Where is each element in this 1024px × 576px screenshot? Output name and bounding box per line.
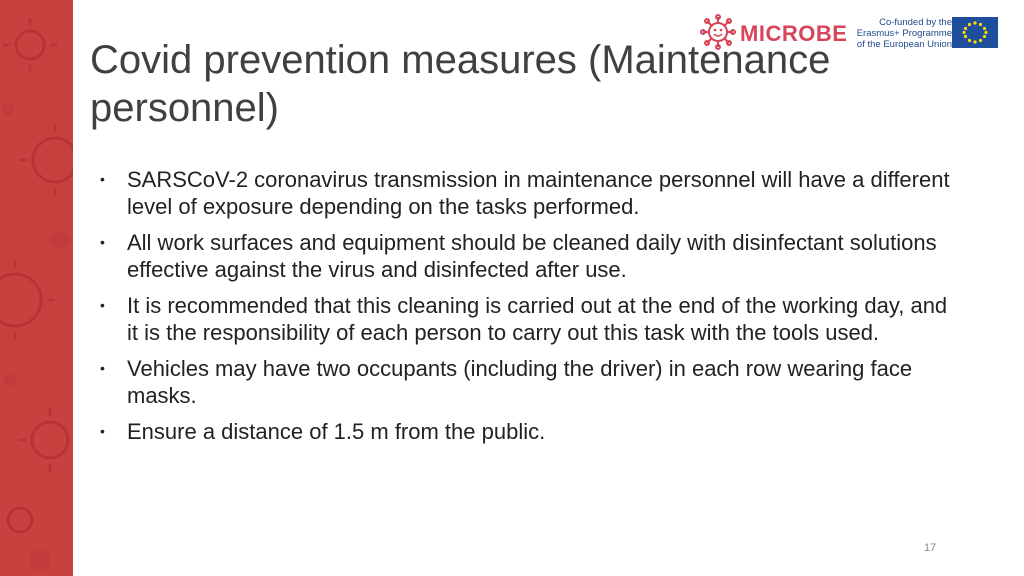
bullet-marker: •: [100, 360, 105, 376]
eu-text-line: Co-funded by the: [879, 17, 952, 28]
bullet-marker: •: [100, 297, 105, 313]
bullet-text: Ensure a distance of 1.5 m from the public.: [127, 419, 546, 444]
bullet-marker: •: [100, 234, 105, 250]
bullet-text: Vehicles may have two occupants (including the driver) in each row wearing face masks.: [127, 356, 913, 408]
eu-stars: [952, 17, 998, 48]
virus-pattern-icon: [0, 0, 73, 576]
slide-title: Covid prevention measures (Maintenance personnel): [90, 38, 831, 130]
eu-flag-icon: [952, 17, 998, 48]
eu-text-line: Erasmus+ Programme: [856, 28, 952, 39]
bullet-item: [96, 229, 956, 283]
bullet-item: [96, 166, 956, 220]
bullet-marker: •: [100, 423, 105, 439]
bullet-text: SARSCoV-2 coronavirus transmission in maintenance personnel will have a different level of exposure depending on the tasks performed.: [127, 167, 950, 219]
microbe-logo-text: MICROBE: [740, 21, 848, 46]
eu-text-line: of the European Union: [856, 39, 952, 50]
bullet-list: [96, 166, 956, 454]
bullet-text: It is recommended that this cleaning is carried out at the end of the working day, and it is the responsibility of each person to carry out this task with the tools used.: [127, 293, 948, 345]
bullet-item: [96, 355, 956, 409]
bullet-text: All work surfaces and equipment should be cleaned daily with disinfectant solutions effective against the virus and disinfected after use.: [127, 230, 937, 282]
decorative-virus-strip: [0, 0, 73, 576]
bullet-item: [96, 292, 956, 346]
bullet-item: [96, 418, 956, 445]
bullet-marker: •: [100, 171, 105, 187]
page-number: 17: [924, 542, 937, 554]
